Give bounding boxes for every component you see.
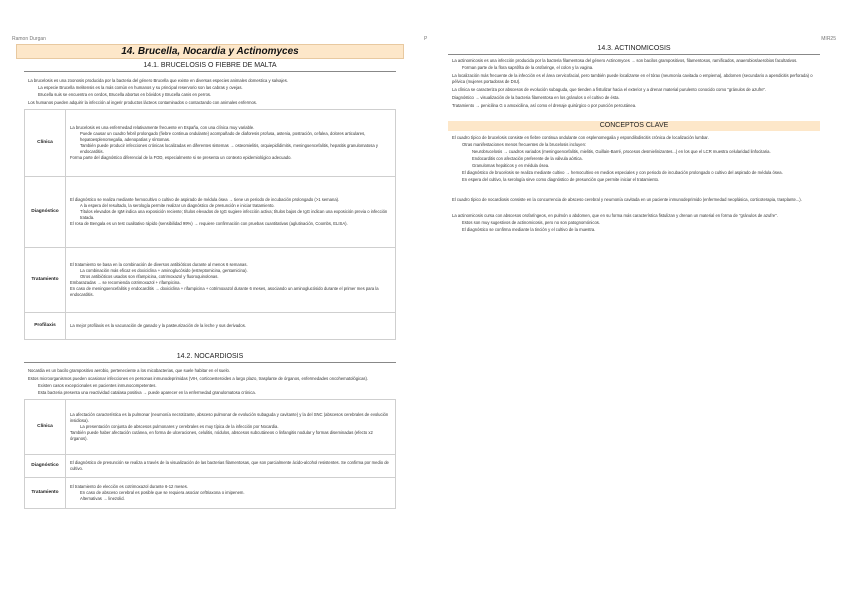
key-concept: En espera del cultivo, la serología sirve como diagnóstico de presunción que permite iniciar el tratamiento.: [462, 177, 660, 182]
paragraph: Tratamiento → penicilina G o amoxicilina, así como el drenaje quirúrgico o por punción percutánea.: [452, 103, 637, 108]
bullet-item: Brucella suis se encuentra en cerdos, Brucella abortus en bóvidos y Brucella canis en perros.: [38, 92, 212, 97]
row-label: Tratamiento: [25, 248, 66, 313]
page-header-left: Ramon Durgan: [12, 36, 46, 42]
row-content: [66, 110, 396, 177]
key-concept: Estos son muy sugestivos de actinomicosis, pero no son patognomónicos.: [462, 220, 601, 225]
paragraph: Nocardia es un bacilo grampositivo aerobio, perteneciente a los micobacterias, que suele habitar en el suelo.: [28, 368, 231, 373]
row-line: En caso de absceso cerebral es posible que se requiera asociar ceftriaxona o imipenem.: [80, 490, 245, 495]
row-line: La combinación más eficaz es doxiciclina + aminoglucósido (estreptomicina, gentamicina).: [80, 268, 248, 273]
row-content: [66, 478, 396, 509]
table-row: [25, 478, 396, 509]
paragraph: La brucelosis es una zoonosis producida por la bacteria del género Brucella que existe en diversas especies animales domestica y salvajes.: [28, 78, 289, 83]
paragraph: Diagnóstico → visualización de la bacteria filamentosa en los gránulos o el cultivo de ésta.: [452, 95, 620, 100]
row-line: La mejor profilaxis es la vacunación de ganado y la pasteurización de la leche y sus derivados.: [70, 323, 246, 328]
paragraph: Los humanos pueden adquirir la infección al ingerir productos lácteos contaminados o contactando con animales enfermos.: [28, 100, 258, 105]
chapter-title: 14. Brucella, Nocardia y Actinomyces: [16, 44, 404, 59]
section-heading-nocardiosis: 14.2. NOCARDIOSIS: [24, 352, 396, 363]
paragraph: La actinomicosis es una infección producida por la bacteria filamentosa del género Actinomyces → son bacilos grampositivos, filamentosos, ramificados, anaerobios/aerobios facultativos.: [452, 58, 798, 63]
key-concept: El cuadro típico de brucelosis consiste en fiebre continua ondulante con esplenomegalia y espondilodiscitis crónica de localización lumbar.: [452, 135, 709, 140]
row-line: Embarazadas → se recomienda cotrimoxazol + rifampicina.: [70, 280, 181, 285]
right-page: [440, 44, 828, 233]
paragraph: Estos microorganismos pueden ocasionar infecciones en personas inmunodeprimidas (VIH, corticoesteroides a largo plazo, trasplante de órganos, enfermedades oncohematológicas).: [28, 376, 369, 381]
key-concepts-heading: CONCEPTOS CLAVE: [448, 121, 820, 131]
key-concept: La actinomicosis cursa con abscesos orofaríngeos, en pulmón o abdomen, que en su forma más característica fistulizan y drenan un material en forma de "gránulos de azufre".: [452, 213, 778, 218]
bullet-item: Forman parte de la flora saprófita de la orofaringe, el colon y la vagina.: [462, 65, 594, 70]
row-line: En caso de meningoencefalitis y endocarditis → doxiciclina + rifampicina + cotrimoxazol durante 6 meses, asociando un aminoglucósido durante el primer mes para la endocarditis.: [70, 286, 379, 297]
row-label: Tratamiento: [25, 478, 66, 509]
paragraph: La localización más frecuente de la infección es el área cervicofacial, pero también puede localizarse en el tórax (neumonía cavitada o empiema), abdomen (secundario a apendicitis perforada) o pélvica (mujeres portadoras de DIU).: [452, 73, 813, 84]
row-line: Otros antibióticos usados son rifampicina, cotrimoxazol y fluoroquinolonas.: [80, 274, 219, 279]
key-concept: El diagnóstico de brucelosis se realiza mediante cultivo → hemocultivo en medios especiales y con periodo de incubación prolongado o cultivo del aspirado de médula ósea.: [462, 170, 783, 175]
key-concept: Endocarditis con afectación preferente de la válvula aórtica.: [472, 156, 583, 161]
row-line: A la espera del resultado, la serología permite realizar un diagnóstico de presunción e iniciar tratamiento.: [80, 203, 275, 208]
row-line: También puede haber afectación cutánea, en forma de ulceraciones, celulitis, nódulos, abscesos subcutáneos o linfangitis nodular y formas diseminadas (efecto x2 órganos).: [70, 430, 373, 441]
key-concept: Granulomas hepáticos y en médula ósea.: [472, 163, 550, 168]
row-content: [66, 400, 396, 455]
table-row: [25, 248, 396, 313]
row-label: Profilaxis: [25, 313, 66, 340]
left-page: [16, 44, 404, 509]
section-heading-brucelosis: 14.1. BRUCELOSIS O FIEBRE DE MALTA: [24, 61, 396, 72]
table-row: [25, 400, 396, 455]
row-label: Diagnóstico: [25, 455, 66, 478]
row-line: La presentación conjunta de abscesos pulmonares y cerebrales es muy típica de la infección por Nocardia.: [80, 424, 279, 429]
row-label: Clínica: [25, 110, 66, 177]
section-heading-actinomicosis: 14.3. ACTINOMICOSIS: [448, 44, 820, 55]
row-line: El tratamiento se basa en la combinación de diversos antibióticos durante al menos 6 semanas.: [70, 262, 248, 267]
key-concept: Neurobrucelosis → cuadros variados (meningoencefalitis, mielitis, Guillain-Barré, procesos desmielinizantes...) en los que el LCR muestra celularidad linfocitaria.: [472, 149, 771, 154]
page-header-right: MIR25: [821, 36, 836, 42]
row-label: Clínica: [25, 400, 66, 455]
row-line: Forma parte del diagnóstico diferencial de la FOD, especialmente si se presenta un contexto epidemiológico adecuado.: [70, 155, 292, 160]
row-line: Títulos elevados de IgM indica una exposición reciente; títulos elevados de IgG sugiere infección activa; títulos bajos de IgG indican una exposición previa o infección tratada.: [80, 209, 388, 220]
row-content: [66, 455, 396, 478]
row-content: [66, 313, 396, 340]
table-row: [25, 455, 396, 478]
bullet-item: Esta bacteria presenta una reactividad catalasa positiva → puede aparecer en la enfermedad granulomatosa crónica.: [38, 390, 256, 395]
row-line: Puede causar un cuadro febril prolongado (fiebre continua ondulante) acompañado de diaforesis profusa, astenia, postración, cefalea, dolores articulares, hepatoesplenomegalia, adenopatías y síntomas.: [80, 131, 366, 142]
key-concept: El cuadro típico de nocardiosis consiste en la concurrencia de absceso cerebral y neumonía cavitada en un paciente inmunodeprimido (enfermedad neoplásica, corticoterapia, trasplante...).: [452, 197, 802, 202]
key-concept: El diagnóstico se confirma mediante la tinción y el cultivo de la muestra.: [462, 227, 596, 232]
row-label: Diagnóstico: [25, 177, 66, 248]
row-content: [66, 177, 396, 248]
row-line: La brucelosis es una enfermedad relativamente frecuente en España, con una clínica muy variable.: [70, 125, 255, 130]
table-row: [25, 177, 396, 248]
row-line: El tratamiento de elección es cotrimoxazol durante 6-12 meses.: [70, 484, 189, 489]
row-line: El diagnóstico de presunción se realiza a través de la visualización de las bacterias filamentosas, que son parcialmente ácido-alcohol resistentes. Se confirma por medio de cultivo.: [70, 460, 389, 471]
row-line: El diagnóstico se realiza mediante hemocultivo o cultivo de aspirado de médula ósea → tiene un periodo de incubación prolongado (>1 semana).: [70, 197, 340, 202]
nocardiosis-table: [24, 399, 396, 509]
row-line: Alternativas → linezolid.: [80, 496, 125, 501]
bullet-item: La especie Brucella melitensis es la más común en humanos y su principal reservorio son las cabras y ovejas.: [38, 85, 243, 90]
table-row: [25, 313, 396, 340]
page-header-middle: P: [424, 36, 428, 42]
bullet-item: Existen casos excepcionales en pacientes inmunocompetentes.: [38, 383, 157, 388]
row-line: También puede producir infecciones crónicas localizadas en diferentes sistemas → osteomielitis, orquiepidídimitis, meningoencefalitis, hepatitis granulomatosa y endocarditis.: [80, 143, 378, 154]
key-concept: Otras manifestaciones menos frecuentes de la brucelosis incluyen:: [462, 142, 587, 147]
paragraph: La clínica se caracteriza por abscesos de evolución subaguda, que tienden a fistulizar hacia el exterior y a drenar material purulento conocido como "gránulos de azufre".: [452, 87, 767, 92]
row-line: El rosa de Bengala es un test cualitativo rápido (sensibilidad 99%) → requiere confirmación con pruebas cuantitativas (aglutinación, Coombs, ELISA).: [70, 221, 348, 226]
brucelosis-table: [24, 109, 396, 340]
table-row: [25, 110, 396, 177]
row-line: La afectación característica es la pulmonar (neumonía necrotizante, absceso pulmonar de evolución subaguda y cavitante) y la del SNC (abscesos cerebrales de evolución insidiosa).: [70, 412, 389, 423]
row-content: [66, 248, 396, 313]
